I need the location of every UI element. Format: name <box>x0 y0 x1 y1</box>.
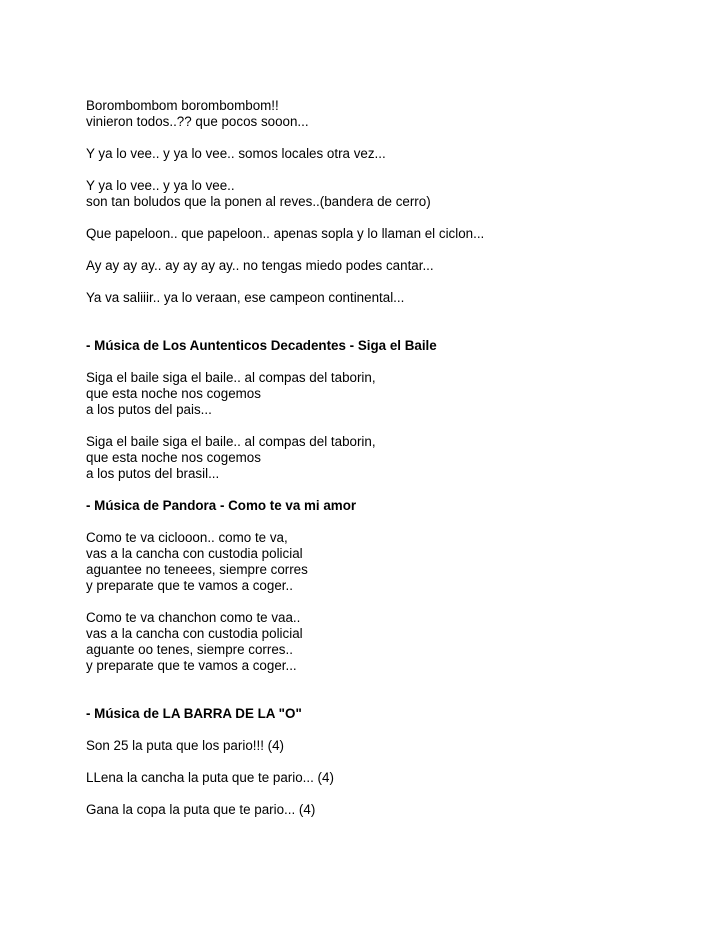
verse-line: Siga el baile siga el baile.. al compas del taborin, <box>86 434 376 449</box>
heading-text: - Música de Pandora - Como te va mi amor <box>86 498 357 513</box>
verse-line: Ay ay ay ay.. ay ay ay ay.. no tengas miedo podes cantar... <box>86 258 434 273</box>
verse-9 <box>86 530 706 594</box>
verse-line: Como te va ciclooon.. como te va, <box>86 530 288 545</box>
verse-line: Y ya lo vee.. y ya lo vee.. somos locales otra vez... <box>86 146 386 161</box>
song-heading <box>86 338 706 354</box>
verse-line: vinieron todos..?? que pocos sooon... <box>86 114 309 129</box>
verse-11 <box>86 738 706 754</box>
verse-line: Como te va chanchon como te vaa.. <box>86 610 301 625</box>
verse-line: Gana la copa la puta que te pario... (4) <box>86 802 316 817</box>
verse-line: a los putos del brasil... <box>86 466 220 481</box>
verse-5 <box>86 258 706 274</box>
verse-line: son tan boludos que la ponen al reves..(bandera de cerro) <box>86 194 431 209</box>
verse-line: LLena la cancha la puta que te pario... (4) <box>86 770 334 785</box>
verse-3 <box>86 178 706 210</box>
verse-line: vas a la cancha con custodia policial <box>86 546 303 561</box>
verse-1 <box>86 98 706 130</box>
verse-4 <box>86 226 706 242</box>
verse-line: Ya va saliiir.. ya lo veraan, ese campeon continental... <box>86 290 405 305</box>
verse-line: Borombombom borombombom!! <box>86 98 279 113</box>
song-heading <box>86 706 706 722</box>
verse-2 <box>86 146 706 162</box>
verse-line: Son 25 la puta que los pario!!! (4) <box>86 738 285 753</box>
verse-8 <box>86 434 706 482</box>
verse-line: aguante oo tenes, siempre corres.. <box>86 642 293 657</box>
document-page <box>86 98 706 818</box>
verse-line: Que papeloon.. que papeloon.. apenas sopla y lo llaman el ciclon... <box>86 226 485 241</box>
verse-13 <box>86 802 706 818</box>
verse-line: que esta noche nos cogemos <box>86 386 261 401</box>
verse-line: aguantee no teneees, siempre corres <box>86 562 308 577</box>
heading-text: - Música de Los Auntenticos Decadentes - Siga el Baile <box>86 338 437 353</box>
verse-line: y preparate que te vamos a coger.. <box>86 578 293 593</box>
verse-line: a los putos del pais... <box>86 402 212 417</box>
verse-line: Siga el baile siga el baile.. al compas del taborin, <box>86 370 376 385</box>
heading-text: - Música de LA BARRA DE LA "O" <box>86 706 302 721</box>
verse-line: Y ya lo vee.. y ya lo vee.. <box>86 178 235 193</box>
verse-7 <box>86 370 706 418</box>
song-heading <box>86 498 706 514</box>
verse-line: que esta noche nos cogemos <box>86 450 261 465</box>
verse-10 <box>86 610 706 674</box>
verse-line: y preparate que te vamos a coger... <box>86 658 297 673</box>
verse-12 <box>86 770 706 786</box>
verse-6 <box>86 290 706 306</box>
verse-line: vas a la cancha con custodia policial <box>86 626 303 641</box>
